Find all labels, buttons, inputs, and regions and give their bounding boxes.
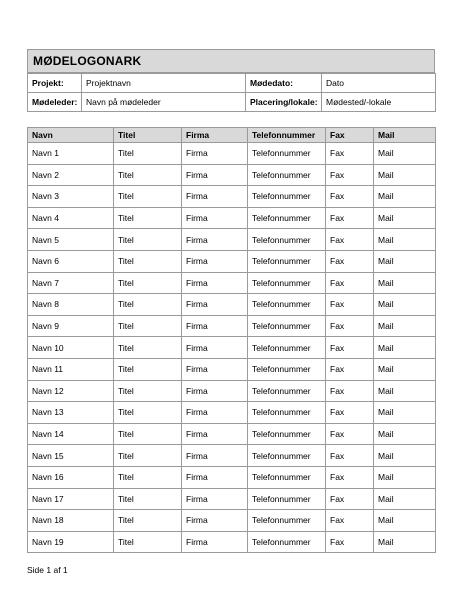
page-number: Side 1 af 1 [27,565,68,575]
cell-mail[interactable]: Mail [374,229,436,251]
cell-fax[interactable]: Fax [326,164,374,186]
cell-company[interactable]: Firma [182,186,248,208]
table-row [28,164,436,186]
location-value[interactable]: Mødested/-lokale [322,93,436,112]
cell-company[interactable]: Firma [182,250,248,272]
cell-phone[interactable]: Telefonnummer [248,272,326,294]
table-row [28,423,436,445]
cell-mail[interactable]: Mail [374,380,436,402]
cell-phone[interactable]: Telefonnummer [248,423,326,445]
cell-mail[interactable]: Mail [374,445,436,467]
cell-phone[interactable]: Telefonnummer [248,380,326,402]
cell-fax[interactable]: Fax [326,315,374,337]
cell-company[interactable]: Firma [182,466,248,488]
cell-title[interactable]: Titel [114,488,182,510]
cell-title[interactable]: Titel [114,466,182,488]
cell-name[interactable]: Navn 19 [28,531,114,553]
cell-mail[interactable]: Mail [374,272,436,294]
cell-fax[interactable]: Fax [326,143,374,165]
cell-fax[interactable]: Fax [326,337,374,359]
cell-name[interactable]: Navn 2 [28,164,114,186]
cell-name[interactable]: Navn 16 [28,466,114,488]
cell-phone[interactable]: Telefonnummer [248,466,326,488]
cell-company[interactable]: Firma [182,272,248,294]
cell-fax[interactable]: Fax [326,207,374,229]
table-row [28,358,436,380]
cell-phone[interactable]: Telefonnummer [248,488,326,510]
cell-fax[interactable]: Fax [326,250,374,272]
cell-company[interactable]: Firma [182,164,248,186]
table-row [28,445,436,467]
cell-title[interactable]: Titel [114,207,182,229]
cell-title[interactable]: Titel [114,337,182,359]
cell-fax[interactable]: Fax [326,488,374,510]
cell-company[interactable]: Firma [182,423,248,445]
cell-title[interactable]: Titel [114,380,182,402]
cell-phone[interactable]: Telefonnummer [248,250,326,272]
cell-mail[interactable]: Mail [374,531,436,553]
spacer [27,112,435,127]
table-row [28,250,436,272]
cell-company[interactable]: Firma [182,337,248,359]
cell-phone[interactable]: Telefonnummer [248,358,326,380]
column-header-company: Firma [182,128,248,143]
column-header-fax: Fax [326,128,374,143]
table-row [28,466,436,488]
meeting-info-table [27,73,436,112]
cell-title[interactable]: Titel [114,250,182,272]
cell-mail[interactable]: Mail [374,510,436,532]
cell-fax[interactable]: Fax [326,272,374,294]
info-row-project [28,74,436,93]
cell-phone[interactable]: Telefonnummer [248,510,326,532]
table-row [28,294,436,316]
cell-company[interactable]: Firma [182,510,248,532]
table-row [28,488,436,510]
cell-name[interactable]: Navn 3 [28,186,114,208]
cell-phone[interactable]: Telefonnummer [248,294,326,316]
cell-phone[interactable]: Telefonnummer [248,229,326,251]
cell-title[interactable]: Titel [114,143,182,165]
cell-name[interactable]: Navn 12 [28,380,114,402]
cell-company[interactable]: Firma [182,315,248,337]
cell-phone[interactable]: Telefonnummer [248,531,326,553]
cell-company[interactable]: Firma [182,207,248,229]
cell-name[interactable]: Navn 4 [28,207,114,229]
table-row [28,380,436,402]
cell-mail[interactable]: Mail [374,143,436,165]
cell-mail[interactable]: Mail [374,186,436,208]
cell-mail[interactable]: Mail [374,337,436,359]
cell-company[interactable]: Firma [182,531,248,553]
cell-name[interactable]: Navn 10 [28,337,114,359]
cell-mail[interactable]: Mail [374,466,436,488]
cell-mail[interactable]: Mail [374,207,436,229]
cell-title[interactable]: Titel [114,402,182,424]
cell-mail[interactable]: Mail [374,358,436,380]
cell-phone[interactable]: Telefonnummer [248,143,326,165]
cell-mail[interactable]: Mail [374,294,436,316]
sign-in-sheet [27,49,435,553]
cell-name[interactable]: Navn 5 [28,229,114,251]
cell-title[interactable]: Titel [114,272,182,294]
cell-name[interactable]: Navn 6 [28,250,114,272]
cell-name[interactable]: Navn 1 [28,143,114,165]
location-label: Placering/lokale: [246,93,322,112]
project-value[interactable]: Projektnavn [82,74,246,93]
cell-name[interactable]: Navn 15 [28,445,114,467]
cell-name[interactable]: Navn 17 [28,488,114,510]
cell-name[interactable]: Navn 18 [28,510,114,532]
cell-fax[interactable]: Fax [326,531,374,553]
project-label: Projekt: [28,74,82,93]
cell-fax[interactable]: Fax [326,510,374,532]
cell-company[interactable]: Firma [182,488,248,510]
cell-phone[interactable]: Telefonnummer [248,402,326,424]
cell-name[interactable]: Navn 8 [28,294,114,316]
leader-value[interactable]: Navn på mødeleder [82,93,246,112]
cell-mail[interactable]: Mail [374,164,436,186]
date-value[interactable]: Dato [322,74,436,93]
cell-company[interactable]: Firma [182,229,248,251]
table-row [28,143,436,165]
cell-phone[interactable]: Telefonnummer [248,315,326,337]
table-row [28,510,436,532]
cell-company[interactable]: Firma [182,445,248,467]
cell-name[interactable]: Navn 11 [28,358,114,380]
cell-title[interactable]: Titel [114,294,182,316]
document-title: MØDELOGONARK [27,49,435,73]
table-row [28,531,436,553]
cell-fax[interactable]: Fax [326,380,374,402]
cell-company[interactable]: Firma [182,143,248,165]
column-header-title: Titel [114,128,182,143]
cell-name[interactable]: Navn 9 [28,315,114,337]
cell-title[interactable]: Titel [114,164,182,186]
cell-phone[interactable]: Telefonnummer [248,186,326,208]
table-row [28,229,436,251]
column-header-name: Navn [28,128,114,143]
cell-title[interactable]: Titel [114,315,182,337]
cell-title[interactable]: Titel [114,423,182,445]
cell-company[interactable]: Firma [182,358,248,380]
cell-title[interactable]: Titel [114,445,182,467]
column-header-phone: Telefonnummer [248,128,326,143]
cell-phone[interactable]: Telefonnummer [248,337,326,359]
table-row [28,337,436,359]
cell-mail[interactable]: Mail [374,402,436,424]
cell-mail[interactable]: Mail [374,250,436,272]
table-row [28,207,436,229]
cell-phone[interactable]: Telefonnummer [248,164,326,186]
cell-company[interactable]: Firma [182,402,248,424]
cell-phone[interactable]: Telefonnummer [248,445,326,467]
cell-fax[interactable]: Fax [326,229,374,251]
cell-fax[interactable]: Fax [326,466,374,488]
info-row-leader [28,93,436,112]
cell-title[interactable]: Titel [114,229,182,251]
cell-title[interactable]: Titel [114,186,182,208]
column-header-mail: Mail [374,128,436,143]
cell-fax[interactable]: Fax [326,423,374,445]
date-label: Mødedato: [246,74,322,93]
cell-company[interactable]: Firma [182,380,248,402]
cell-name[interactable]: Navn 14 [28,423,114,445]
cell-title[interactable]: Titel [114,510,182,532]
table-row [28,186,436,208]
cell-company[interactable]: Firma [182,294,248,316]
cell-title[interactable]: Titel [114,358,182,380]
attendee-table [27,127,436,553]
cell-phone[interactable]: Telefonnummer [248,207,326,229]
table-row [28,272,436,294]
cell-mail[interactable]: Mail [374,423,436,445]
cell-name[interactable]: Navn 13 [28,402,114,424]
leader-label: Mødeleder: [28,93,82,112]
cell-name[interactable]: Navn 7 [28,272,114,294]
cell-fax[interactable]: Fax [326,358,374,380]
cell-fax[interactable]: Fax [326,294,374,316]
attendee-header-row [28,128,436,143]
cell-fax[interactable]: Fax [326,186,374,208]
table-row [28,315,436,337]
cell-fax[interactable]: Fax [326,445,374,467]
cell-mail[interactable]: Mail [374,488,436,510]
table-row [28,402,436,424]
cell-mail[interactable]: Mail [374,315,436,337]
cell-fax[interactable]: Fax [326,402,374,424]
cell-title[interactable]: Titel [114,531,182,553]
attendee-rows [28,143,436,553]
